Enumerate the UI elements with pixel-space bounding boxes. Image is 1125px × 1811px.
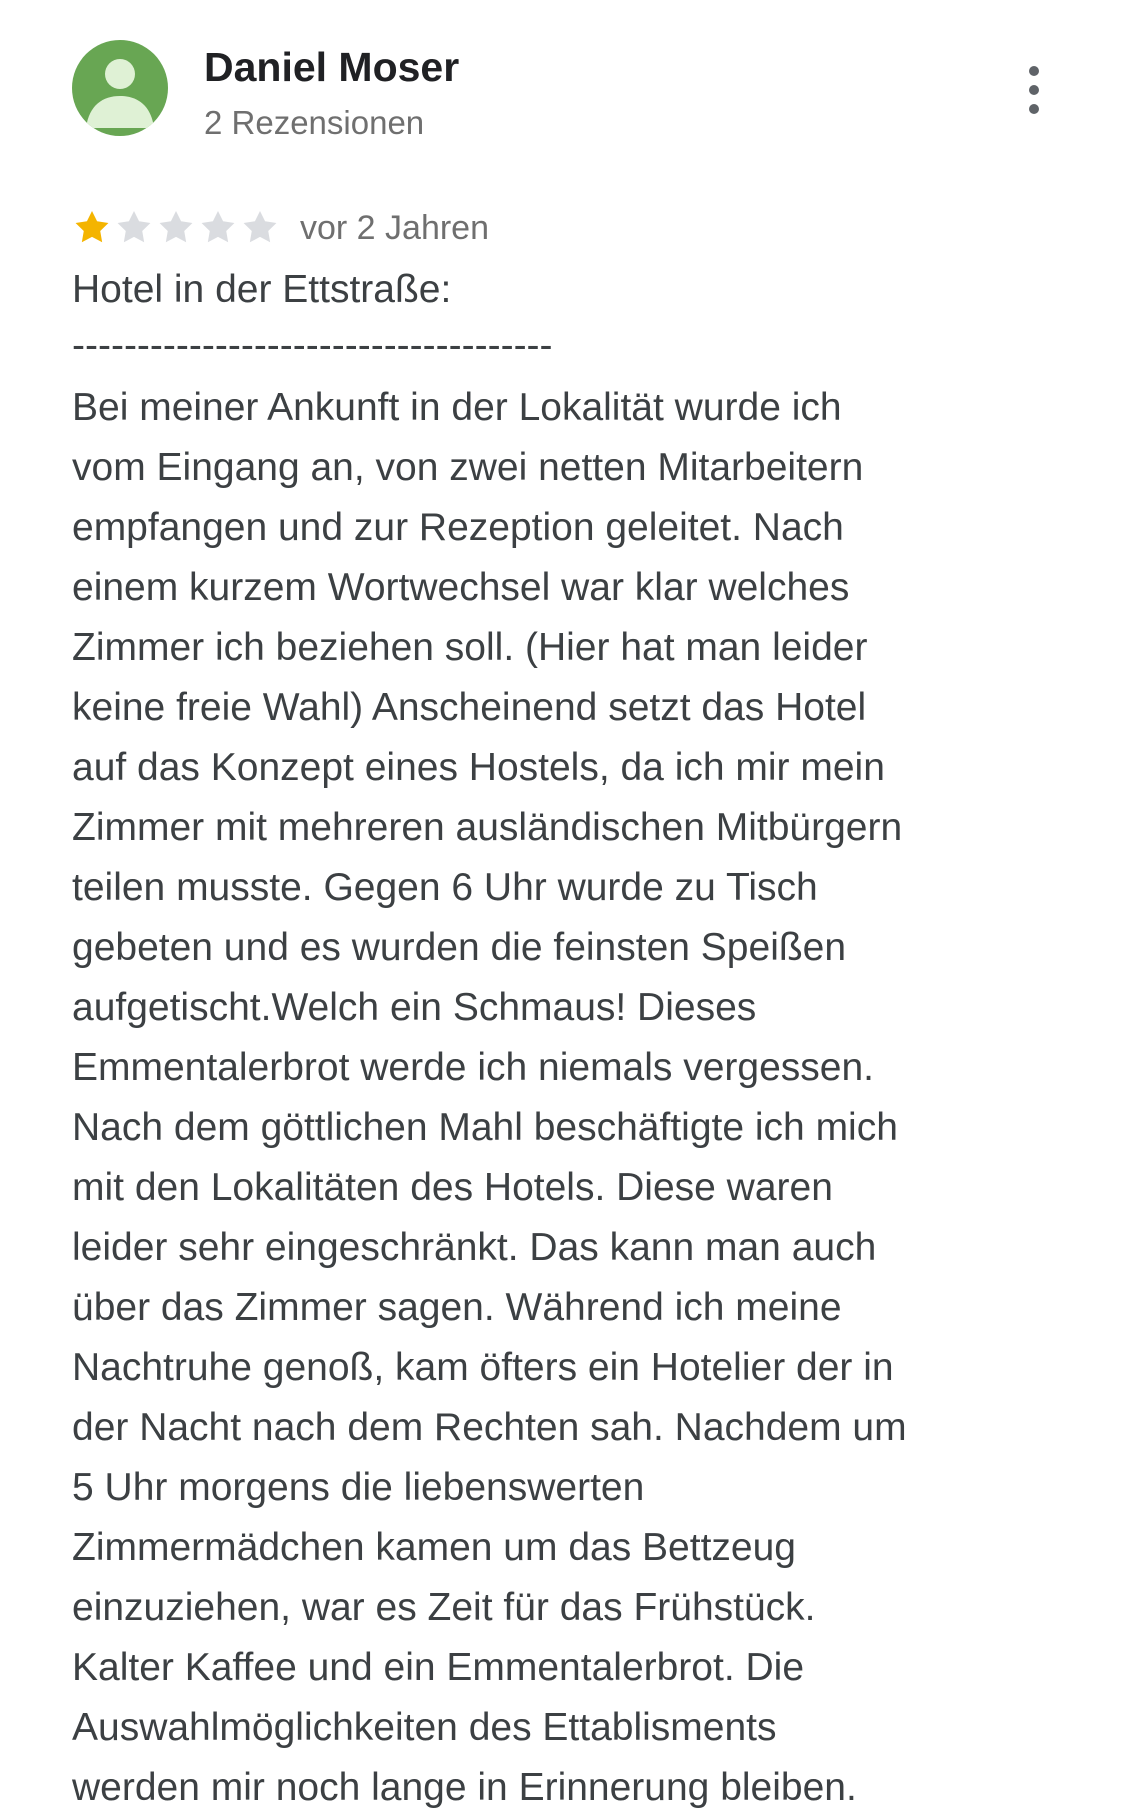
author-name[interactable]: Daniel Moser <box>204 44 460 90</box>
empty-star-icon <box>156 208 196 248</box>
review-line: auf das Konzept eines Hostels, da ich mir mein <box>72 746 885 789</box>
author-avatar[interactable] <box>72 40 168 136</box>
review-line: einzuziehen, war es Zeit für das Frühstück. <box>72 1586 816 1629</box>
review-line: Kalter Kaffee und ein Emmentalerbrot. Die <box>72 1646 805 1689</box>
review-line: Zimmer ich beziehen soll. (Hier hat man leider <box>72 626 868 669</box>
review-line: der Nacht nach dem Rechten sah. Nachdem um <box>72 1406 907 1449</box>
review-date: vor 2 Jahren <box>300 208 489 247</box>
review-line: keine freie Wahl) Anscheinend setzt das Hotel <box>72 686 867 729</box>
review-line: Nach dem göttlichen Mahl beschäftigte ich mich <box>72 1106 898 1149</box>
review-line: teilen musste. Gegen 6 Uhr wurde zu Tisch <box>72 866 818 909</box>
review-line: werden mir noch lange in Erinnerung bleiben. <box>72 1766 857 1809</box>
person-silhouette-icon <box>72 40 168 136</box>
filled-star-icon <box>72 208 112 248</box>
author-review-count: 2 Rezensionen <box>204 104 425 141</box>
review-line: mit den Lokalitäten des Hotels. Diese waren <box>72 1166 833 1209</box>
review-line: Nachtruhe genoß, kam öfters ein Hotelier der in <box>72 1346 894 1389</box>
review-line: aufgetischt.Welch ein Schmaus! Dieses <box>72 986 757 1029</box>
review-line: 5 Uhr morgens die liebenswerten <box>72 1466 645 1509</box>
review-line: Zimmer mit mehreren ausländischen Mitbürgern <box>72 806 903 849</box>
star-rating <box>72 208 280 248</box>
empty-star-icon <box>198 208 238 248</box>
review-line: Emmentalerbrot werde ich niemals vergessen. <box>72 1046 875 1089</box>
review-line: über das Zimmer sagen. Während ich meine <box>72 1286 842 1329</box>
rating-row <box>72 204 489 252</box>
review-line: einem kurzem Wortwechsel war klar welches <box>72 566 850 609</box>
more-options-button[interactable] <box>1014 62 1054 118</box>
review-line: leider sehr eingeschränkt. Das kann man auch <box>72 1226 877 1269</box>
review-line: gebeten und es wurden die feinsten Speißen <box>72 926 847 969</box>
review-line: Zimmermädchen kamen um das Bettzeug <box>72 1526 796 1569</box>
text-divider: ------------------------------------- <box>72 324 553 367</box>
review-text <box>72 378 1002 1811</box>
more-vertical-icon <box>1014 62 1054 118</box>
review-line: vom Eingang an, von zwei netten Mitarbeitern <box>72 446 864 489</box>
review-line: Bei meiner Ankunft in der Lokalität wurde ich <box>72 386 842 429</box>
review-line: empfangen und zur Rezeption geleitet. Nach <box>72 506 844 549</box>
review-title: Hotel in der Ettstraße: <box>72 268 452 311</box>
review-line: Auswahlmöglichkeiten des Ettablisments <box>72 1706 777 1749</box>
empty-star-icon <box>240 208 280 248</box>
review-header <box>72 40 1062 140</box>
empty-star-icon <box>114 208 154 248</box>
